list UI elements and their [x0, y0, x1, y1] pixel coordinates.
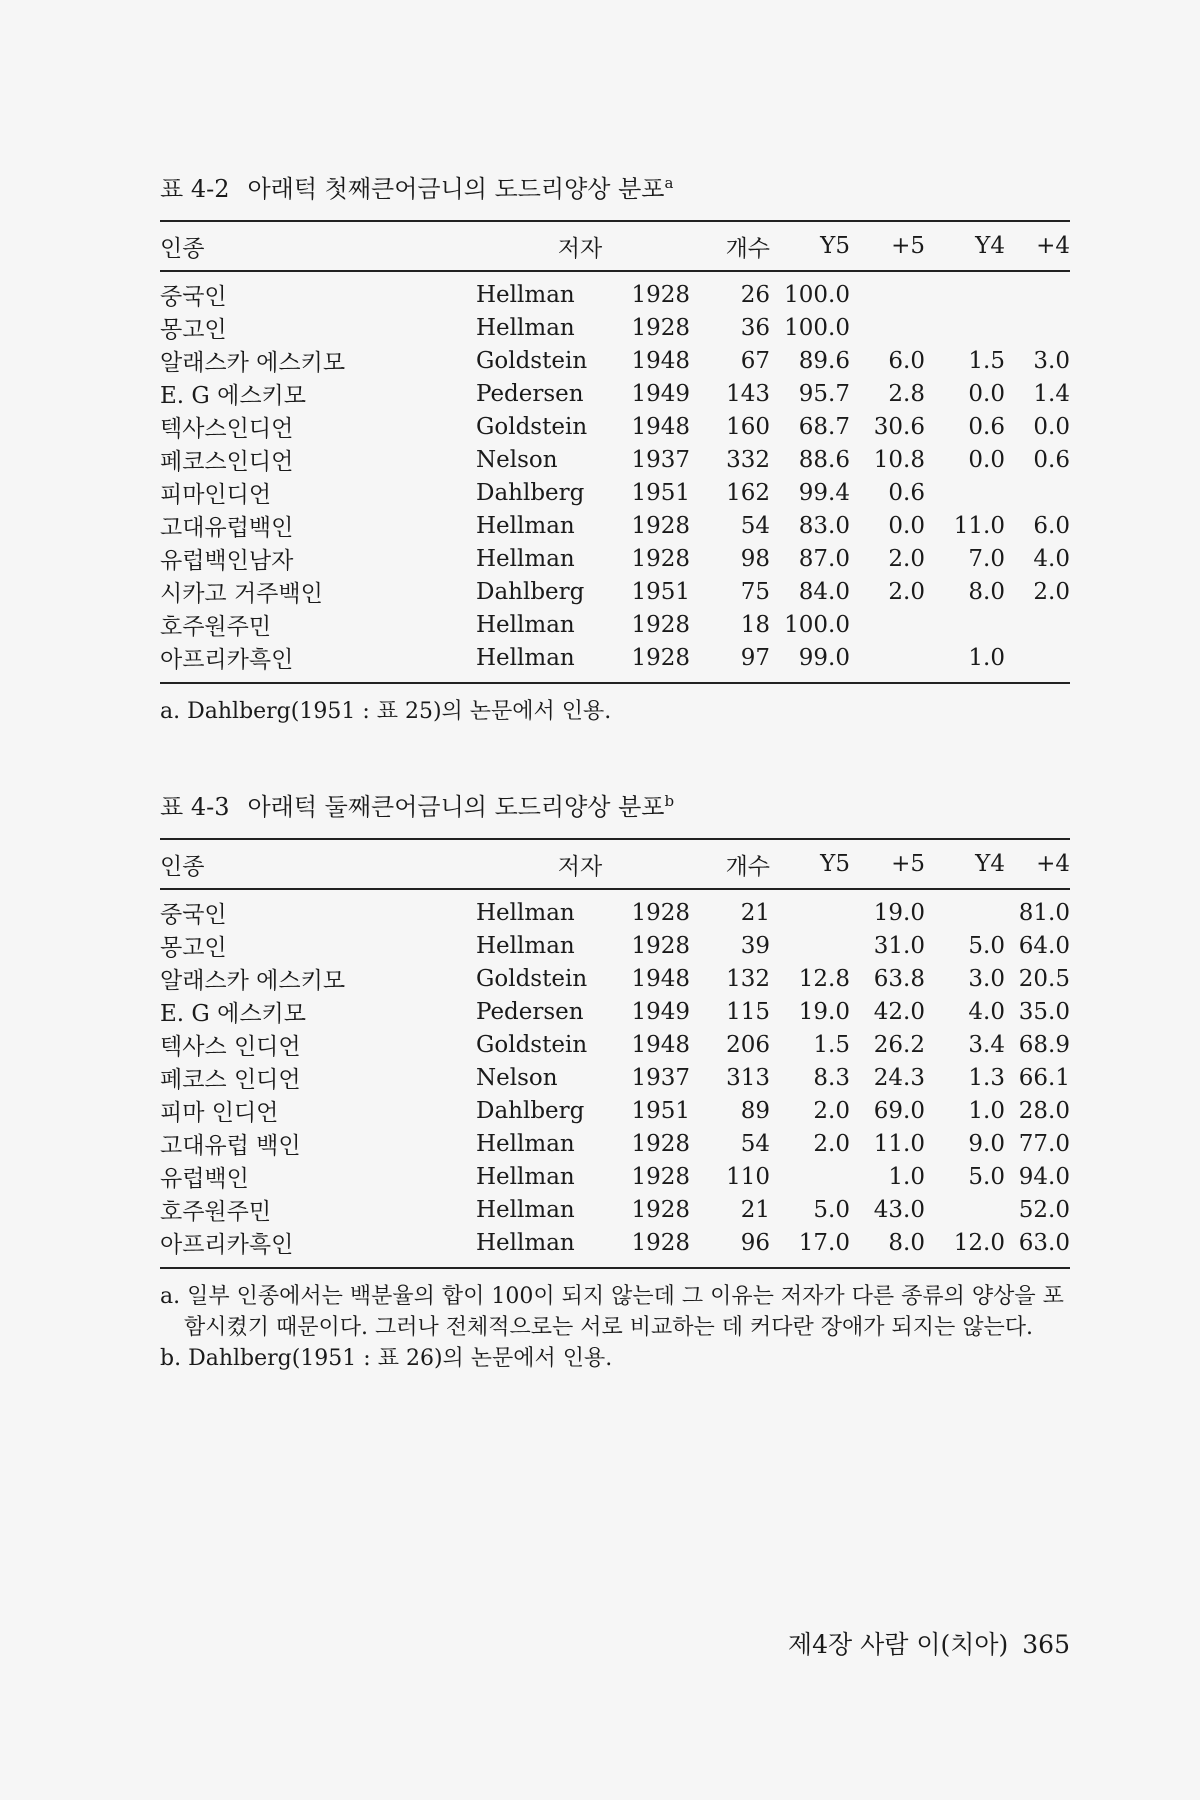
cell-year: 1948 — [631, 1031, 690, 1058]
cell-y5 — [770, 929, 850, 962]
cell-plus4: 52.0 — [1018, 1196, 1070, 1223]
cell-y4: 3.4 — [968, 1031, 1005, 1058]
cell-plus5: 8.0 — [850, 1226, 925, 1268]
cell-y5 — [770, 1160, 850, 1193]
cell-race: 텍사스인디언 — [160, 416, 294, 442]
page-footer — [788, 1625, 1070, 1661]
table-label: 표 4-3 — [160, 793, 230, 821]
cell-plus4 — [1005, 641, 1070, 683]
table-row — [160, 1127, 1070, 1160]
header-plus5: +5 — [850, 221, 925, 271]
cell-y5 — [770, 889, 850, 929]
cell-y5: 1.5 — [813, 1031, 850, 1058]
table-row — [160, 509, 1070, 542]
cell-plus4: 2.0 — [1033, 578, 1070, 605]
cell-plus5 — [850, 608, 925, 641]
cell-plus5: 63.8 — [873, 965, 925, 992]
table-notes — [160, 1281, 1070, 1374]
table-row — [160, 1160, 1070, 1193]
cell-y5: 68.7 — [798, 413, 850, 440]
cell-y4 — [925, 608, 1005, 641]
cell-count: 54 — [740, 1130, 770, 1157]
table-row — [160, 542, 1070, 575]
footnote: a. Dahlberg(1951 : 표 25)의 논문에서 인용. — [160, 699, 612, 724]
table-row — [160, 1193, 1070, 1226]
cell-plus5: 24.3 — [873, 1064, 925, 1091]
cell-plus5: 11.0 — [873, 1130, 925, 1157]
cell-plus5: 26.2 — [873, 1031, 925, 1058]
header-race: 인종 — [160, 221, 470, 271]
table-row — [160, 889, 1070, 929]
table-row — [160, 641, 1070, 683]
table-row — [160, 1094, 1070, 1127]
cell-count: 143 — [726, 380, 770, 407]
cell-y5: 100.0 — [784, 281, 850, 308]
cell-plus5: 1.0 — [888, 1163, 925, 1190]
cell-author: Hellman — [470, 641, 620, 683]
cell-plus5: 0.6 — [888, 479, 925, 506]
table-row — [160, 410, 1070, 443]
cell-count: 115 — [726, 998, 770, 1025]
cell-race: 몽고인 — [160, 935, 227, 961]
cell-plus5: 43.0 — [873, 1196, 925, 1223]
cell-author: Hellman — [476, 281, 575, 308]
cell-race: 피마인디언 — [160, 482, 272, 508]
cell-plus5: 0.0 — [888, 512, 925, 539]
cell-y5: 99.0 — [770, 641, 850, 683]
cell-author: Hellman — [476, 1163, 575, 1190]
cell-plus5: 69.0 — [873, 1097, 925, 1124]
cell-plus4: 20.5 — [1018, 965, 1070, 992]
cell-y4: 12.0 — [925, 1226, 1005, 1268]
cell-y4: 3.0 — [968, 965, 1005, 992]
cell-count: 18 — [740, 611, 770, 638]
cell-author: Hellman — [476, 1196, 575, 1223]
header-y5: Y5 — [770, 221, 850, 271]
table-caption — [160, 786, 1070, 822]
footnote-mark: a — [664, 174, 674, 192]
table-row — [160, 377, 1070, 410]
cell-y4 — [925, 311, 1005, 344]
cell-count: 332 — [726, 446, 770, 473]
header-race: 인종 — [160, 839, 470, 889]
cell-year: 1949 — [631, 380, 690, 407]
cell-year: 1928 — [631, 1163, 690, 1190]
header-y4: Y4 — [925, 221, 1005, 271]
cell-plus5: 2.8 — [888, 380, 925, 407]
cell-author: Hellman — [476, 899, 575, 926]
cell-y5: 17.0 — [770, 1226, 850, 1268]
cell-plus5: 30.6 — [873, 413, 925, 440]
cell-y4 — [925, 476, 1005, 509]
table-header-row — [160, 839, 1070, 889]
cell-y4: 0.0 — [968, 380, 1005, 407]
cell-author: Hellman — [476, 932, 575, 959]
cell-plus5: 19.0 — [873, 899, 925, 926]
cell-y4: 1.3 — [968, 1064, 1005, 1091]
table-row — [160, 344, 1070, 377]
table-row — [160, 1226, 1070, 1268]
cell-plus4 — [1005, 271, 1070, 311]
cell-race: 아프리카흑인 — [160, 1226, 470, 1268]
cell-y4 — [925, 1193, 1005, 1226]
cell-y5: 99.4 — [798, 479, 850, 506]
cell-count: 110 — [726, 1163, 770, 1190]
cell-plus5: 42.0 — [873, 998, 925, 1025]
cell-race: 페코스인디언 — [160, 449, 294, 475]
cell-author: Dahlberg — [476, 578, 585, 605]
cell-year: 1928 — [631, 281, 690, 308]
cell-plus4: 1.4 — [1033, 380, 1070, 407]
cell-author: Goldstein — [476, 413, 588, 440]
cell-plus4: 94.0 — [1018, 1163, 1070, 1190]
cell-y5: 12.8 — [798, 965, 850, 992]
cell-y4: 9.0 — [968, 1130, 1005, 1157]
cell-year: 1948 — [631, 413, 690, 440]
cell-plus4 — [1005, 476, 1070, 509]
cell-plus4: 0.0 — [1033, 413, 1070, 440]
cell-y5: 88.6 — [798, 446, 850, 473]
footnote: b. Dahlberg(1951 : 표 26)의 논문에서 인용. — [160, 1346, 613, 1371]
cell-count: 160 — [726, 413, 770, 440]
table-label: 표 4-2 — [160, 175, 230, 203]
table-row — [160, 995, 1070, 1028]
cell-plus4 — [1005, 311, 1070, 344]
cell-author: Goldstein — [476, 965, 588, 992]
cell-y4: 5.0 — [968, 1163, 1005, 1190]
header-plus5: +5 — [850, 839, 925, 889]
cell-count: 21 — [740, 1196, 770, 1223]
table-row — [160, 476, 1070, 509]
table-row — [160, 311, 1070, 344]
cell-race: 알래스카 에스키모 — [160, 968, 346, 994]
cell-plus4: 63.0 — [1005, 1226, 1070, 1268]
cell-author: Hellman — [476, 611, 575, 638]
cell-race: 중국인 — [160, 284, 227, 310]
cell-race: E. G 에스키모 — [160, 383, 306, 409]
cell-plus5 — [850, 311, 925, 344]
cell-y4: 4.0 — [968, 998, 1005, 1025]
cell-year: 1928 — [631, 545, 690, 572]
cell-year: 1937 — [631, 1064, 690, 1091]
cell-count: 75 — [740, 578, 770, 605]
cell-author: Pedersen — [476, 998, 584, 1025]
cell-count: 39 — [740, 932, 770, 959]
cell-y5: 83.0 — [798, 512, 850, 539]
cell-y5: 95.7 — [798, 380, 850, 407]
cell-race: 고대유럽 백인 — [160, 1133, 301, 1159]
cell-y5: 100.0 — [784, 611, 850, 638]
cell-y5: 19.0 — [798, 998, 850, 1025]
cell-count: 132 — [726, 965, 770, 992]
cell-count: 54 — [740, 512, 770, 539]
cell-year: 1928 — [620, 641, 690, 683]
cell-year: 1937 — [631, 446, 690, 473]
cell-race: 고대유럽백인 — [160, 515, 294, 541]
cell-race: 알래스카 에스키모 — [160, 350, 346, 376]
cell-y4: 8.0 — [968, 578, 1005, 605]
cell-y5: 84.0 — [798, 578, 850, 605]
table-4-2-section — [160, 168, 1070, 727]
cell-plus4: 0.6 — [1033, 446, 1070, 473]
header-count: 개수 — [690, 221, 770, 271]
header-count: 개수 — [690, 839, 770, 889]
cell-race: 몽고인 — [160, 317, 227, 343]
cell-plus4: 64.0 — [1018, 932, 1070, 959]
cell-y4: 11.0 — [953, 512, 1005, 539]
footnote: a. 일부 인종에서는 백분율의 합이 100이 되지 않는데 그 이유는 저자가 다른 종류의 양상을 포함시켰기 때문이다. 그러나 전체적으로는 서로 비교하는 데 커다란 장애가 되지는 않는다. — [160, 1284, 1064, 1340]
table-4-3-section — [160, 786, 1070, 1374]
cell-y4: 0.0 — [968, 446, 1005, 473]
cell-y4: 0.6 — [968, 413, 1005, 440]
cell-y5: 8.3 — [813, 1064, 850, 1091]
cell-y4 — [925, 889, 1005, 929]
table-caption — [160, 168, 1070, 204]
cell-plus4: 81.0 — [1018, 899, 1070, 926]
cell-year: 1948 — [631, 965, 690, 992]
cell-author: Nelson — [476, 1064, 558, 1091]
cell-race: 피마 인디언 — [160, 1100, 279, 1126]
table-header-row — [160, 221, 1070, 271]
table-row — [160, 1061, 1070, 1094]
chapter-title: 제4장 사람 이(치아) — [787, 1630, 1009, 1659]
cell-y4: 1.5 — [968, 347, 1005, 374]
cell-author: Dahlberg — [476, 479, 585, 506]
cell-race: 호주원주민 — [160, 614, 272, 640]
cell-year: 1928 — [631, 1130, 690, 1157]
cell-y4: 1.0 — [968, 1097, 1005, 1124]
cell-year: 1951 — [631, 479, 690, 506]
cell-author: Pedersen — [476, 380, 584, 407]
cell-plus5: 2.0 — [888, 578, 925, 605]
cell-author: Hellman — [476, 512, 575, 539]
cell-count: 67 — [740, 347, 770, 374]
cell-year: 1951 — [631, 578, 690, 605]
cell-year: 1928 — [620, 1226, 690, 1268]
cell-plus4: 68.9 — [1018, 1031, 1070, 1058]
cell-year: 1928 — [631, 611, 690, 638]
cell-plus4: 35.0 — [1018, 998, 1070, 1025]
cell-year: 1928 — [631, 899, 690, 926]
table-title: 아래턱 첫째큰어금니의 도드리양상 분포 — [247, 175, 665, 203]
cell-author: Goldstein — [476, 347, 588, 374]
cell-year: 1949 — [631, 998, 690, 1025]
header-author: 저자 — [470, 839, 690, 889]
cell-y5: 2.0 — [813, 1097, 850, 1124]
cell-count: 162 — [726, 479, 770, 506]
cell-count: 98 — [740, 545, 770, 572]
cell-race: 페코스 인디언 — [160, 1067, 301, 1093]
cell-author: Goldstein — [476, 1031, 588, 1058]
table-row — [160, 271, 1070, 311]
data-table — [160, 220, 1070, 684]
cell-y5: 87.0 — [798, 545, 850, 572]
cell-y5: 100.0 — [784, 314, 850, 341]
cell-count: 96 — [690, 1226, 770, 1268]
cell-year: 1928 — [631, 1196, 690, 1223]
table-row — [160, 608, 1070, 641]
data-table — [160, 838, 1070, 1269]
cell-plus4: 28.0 — [1018, 1097, 1070, 1124]
cell-author: Nelson — [476, 446, 558, 473]
cell-year: 1928 — [631, 932, 690, 959]
cell-plus4: 4.0 — [1033, 545, 1070, 572]
cell-race: E. G 에스키모 — [160, 1001, 306, 1027]
header-y5: Y5 — [770, 839, 850, 889]
cell-plus5: 6.0 — [888, 347, 925, 374]
cell-y4: 5.0 — [968, 932, 1005, 959]
cell-year: 1928 — [631, 314, 690, 341]
header-y4: Y4 — [925, 839, 1005, 889]
cell-race: 중국인 — [160, 902, 227, 928]
table-row — [160, 962, 1070, 995]
header-plus4: +4 — [1005, 839, 1070, 889]
cell-y4: 7.0 — [968, 545, 1005, 572]
cell-y5: 89.6 — [798, 347, 850, 374]
cell-plus5: 10.8 — [873, 446, 925, 473]
cell-author: Hellman — [476, 314, 575, 341]
table-row — [160, 1028, 1070, 1061]
cell-plus4: 77.0 — [1018, 1130, 1070, 1157]
cell-plus4: 3.0 — [1033, 347, 1070, 374]
cell-race: 시카고 거주백인 — [160, 581, 323, 607]
cell-author: Hellman — [476, 1130, 575, 1157]
cell-race: 유럽백인 — [160, 1166, 249, 1192]
cell-plus4 — [1005, 608, 1070, 641]
cell-plus4: 66.1 — [1018, 1064, 1070, 1091]
cell-plus5: 31.0 — [873, 932, 925, 959]
cell-count: 26 — [740, 281, 770, 308]
cell-plus4: 6.0 — [1033, 512, 1070, 539]
cell-race: 아프리카흑인 — [160, 641, 470, 683]
cell-count: 89 — [740, 1097, 770, 1124]
header-plus4: +4 — [1005, 221, 1070, 271]
cell-count: 313 — [726, 1064, 770, 1091]
cell-y5: 2.0 — [813, 1130, 850, 1157]
cell-count: 97 — [690, 641, 770, 683]
page-number: 365 — [1022, 1630, 1070, 1659]
cell-author: Hellman — [470, 1226, 620, 1268]
table-title: 아래턱 둘째큰어금니의 도드리양상 분포 — [247, 793, 665, 821]
footnote-mark: b — [664, 792, 675, 810]
cell-count: 21 — [740, 899, 770, 926]
cell-year: 1951 — [631, 1097, 690, 1124]
cell-author: Dahlberg — [476, 1097, 585, 1124]
cell-year: 1928 — [631, 512, 690, 539]
table-row — [160, 443, 1070, 476]
cell-count: 206 — [726, 1031, 770, 1058]
cell-plus5: 2.0 — [888, 545, 925, 572]
cell-race: 유럽백인남자 — [160, 548, 294, 574]
cell-y4 — [925, 271, 1005, 311]
header-author: 저자 — [470, 221, 690, 271]
cell-count: 36 — [740, 314, 770, 341]
cell-y4: 1.0 — [925, 641, 1005, 683]
table-row — [160, 929, 1070, 962]
cell-author: Hellman — [476, 545, 575, 572]
table-notes — [160, 696, 1070, 727]
cell-y5: 5.0 — [813, 1196, 850, 1223]
cell-race: 호주원주민 — [160, 1199, 272, 1225]
cell-race: 텍사스 인디언 — [160, 1034, 301, 1060]
cell-year: 1948 — [631, 347, 690, 374]
table-row — [160, 575, 1070, 608]
cell-plus5 — [850, 641, 925, 683]
cell-plus5 — [850, 271, 925, 311]
